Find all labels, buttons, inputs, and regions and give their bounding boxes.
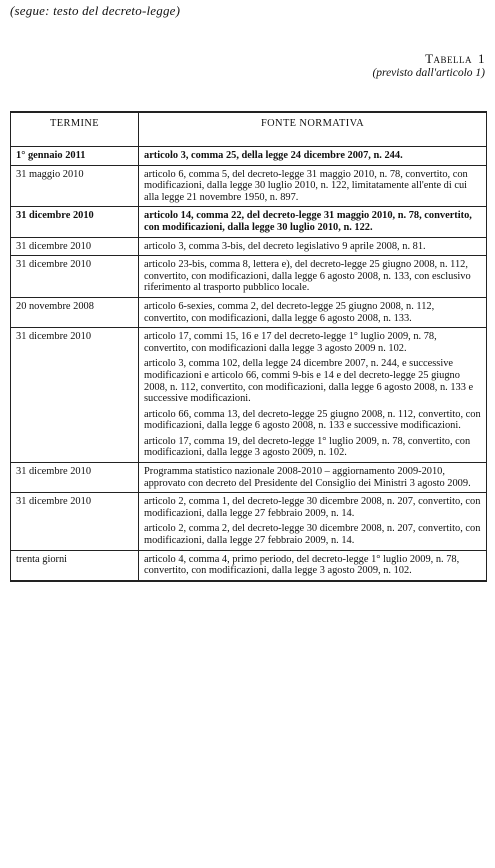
table-body: [11, 147, 487, 581]
fonte-cell: [139, 147, 487, 166]
fonte-paragraph: articolo 4, comma 4, primo periodo, del decreto-legge 1° luglio 2009, n. 78, convertito, con modificazioni, dalla legge 3 agosto 2009, n. 102.: [144, 553, 460, 577]
table-header-row: [11, 112, 487, 147]
table-row: [11, 297, 487, 327]
header-note: (segue: testo del decreto-legge): [10, 3, 181, 18]
termine-cell: 1° gennaio 2011: [11, 147, 139, 166]
table-title-number: 1: [478, 51, 485, 66]
column-header-termine: TERMINE: [11, 112, 139, 147]
fonte-cell: [139, 207, 487, 237]
fonte-paragraph: articolo 14, comma 22, del decreto-legge 31 maggio 2010, n. 78, convertito, con modificazioni, dalla legge 30 luglio 2010, n. 122.: [144, 210, 472, 233]
fonte-paragraph: articolo 3, comma 3-bis, del decreto legislativo 9 aprile 2008, n. 81.: [144, 240, 426, 252]
termine-cell: 31 dicembre 2010: [11, 207, 139, 237]
termine-cell: 31 dicembre 2010: [11, 328, 139, 463]
fonte-paragraph: articolo 6-sexies, comma 2, del decreto-legge 25 giugno 2008, n. 112, convertito, con modificazioni, dalla legge 6 agosto 2008, n. 133.: [144, 300, 435, 324]
fonte-cell: [139, 328, 487, 463]
fonte-cell: [139, 165, 487, 207]
fonte-paragraph: articolo 6, comma 5, del decreto-legge 31 maggio 2010, n. 78, convertito, con modificazioni, dalla legge 30 luglio 2010, n. 122, limitatamente all'ente di cui alla legge 21 novembre 1950, n. 897.: [144, 168, 468, 203]
table-title-word: Tabella: [425, 51, 472, 66]
fonte-cell: [139, 237, 487, 256]
table-row: [11, 256, 487, 298]
termine-cell: trenta giorni: [11, 550, 139, 581]
table-title: [372, 51, 485, 66]
termine-cell: 31 maggio 2010: [11, 165, 139, 207]
fonte-paragraph: articolo 3, comma 102, della legge 24 dicembre 2007, n. 244, e successive modificazioni e articolo 66, commi 9-bis e 14 e del decreto-legge 25 giugno 2008, n. 112, convertito, con modificazioni, dalla legge 6 agosto 2008, n. 133 e successive modificazioni.: [144, 358, 474, 405]
column-header-fonte: FONTE NORMATIVA: [139, 112, 487, 147]
fonte-paragraph: articolo 23-bis, comma 8, lettera e), del decreto-legge 25 giugno 2008, n. 112, convertito, con modificazioni, dalla legge 6 agosto 2008, n. 133, con esclusivo riferimento al trasporto pubblico locale.: [144, 259, 471, 294]
table-row: [11, 493, 487, 550]
fonte-cell: [139, 550, 487, 581]
fonte-cell: [139, 256, 487, 298]
table-row: [11, 165, 487, 207]
table-row: [11, 550, 487, 581]
fonte-cell: [139, 493, 487, 550]
table-row: [11, 237, 487, 256]
deadlines-table: [10, 111, 487, 582]
fonte-paragraph: articolo 3, comma 25, della legge 24 dicembre 2007, n. 244.: [144, 150, 403, 161]
fonte-paragraph: articolo 66, comma 13, del decreto-legge 25 giugno 2008, n. 112, convertito, con modificazioni, dalla legge 6 agosto 2008, n. 133 e successive modificazioni.: [144, 408, 481, 432]
table-heading: [372, 51, 485, 81]
fonte-paragraph: articolo 2, comma 1, del decreto-legge 30 dicembre 2008, n. 207, convertito, con modificazioni, dalla legge 27 febbraio 2009, n. 14.: [144, 496, 481, 519]
table-row: [11, 328, 487, 463]
table-subtitle: (previsto dall'articolo 1): [372, 67, 485, 79]
fonte-cell: [139, 297, 487, 327]
termine-cell: 20 novembre 2008: [11, 297, 139, 327]
termine-cell: 31 dicembre 2010: [11, 256, 139, 298]
table-row: [11, 147, 487, 166]
fonte-cell: [139, 463, 487, 493]
termine-cell: 31 dicembre 2010: [11, 237, 139, 256]
table-row: [11, 207, 487, 237]
fonte-paragraph: articolo 17, commi 15, 16 e 17 del decreto-legge 1° luglio 2009, n. 78, convertito, con modificazioni dalla legge 3 agosto 2009 n. 102.: [144, 331, 437, 354]
termine-cell: 31 dicembre 2010: [11, 463, 139, 493]
termine-cell: 31 dicembre 2010: [11, 493, 139, 550]
table-row: [11, 463, 487, 493]
fonte-paragraph: Programma statistico nazionale 2008-2010 – aggiornamento 2009-2010, approvato con decreto del Presidente del Consiglio dei Ministri 3 agosto 2009.: [144, 466, 471, 489]
fonte-paragraph: articolo 17, comma 19, del decreto-legge 1° luglio 2009, n. 78, convertito, con modificazioni, dalla legge 3 agosto 2009, n. 102.: [144, 435, 471, 459]
fonte-paragraph: articolo 2, comma 2, del decreto-legge 30 dicembre 2008, n. 207, convertito, con modificazioni, dalla legge 27 febbraio 2009, n. 14.: [144, 523, 481, 547]
